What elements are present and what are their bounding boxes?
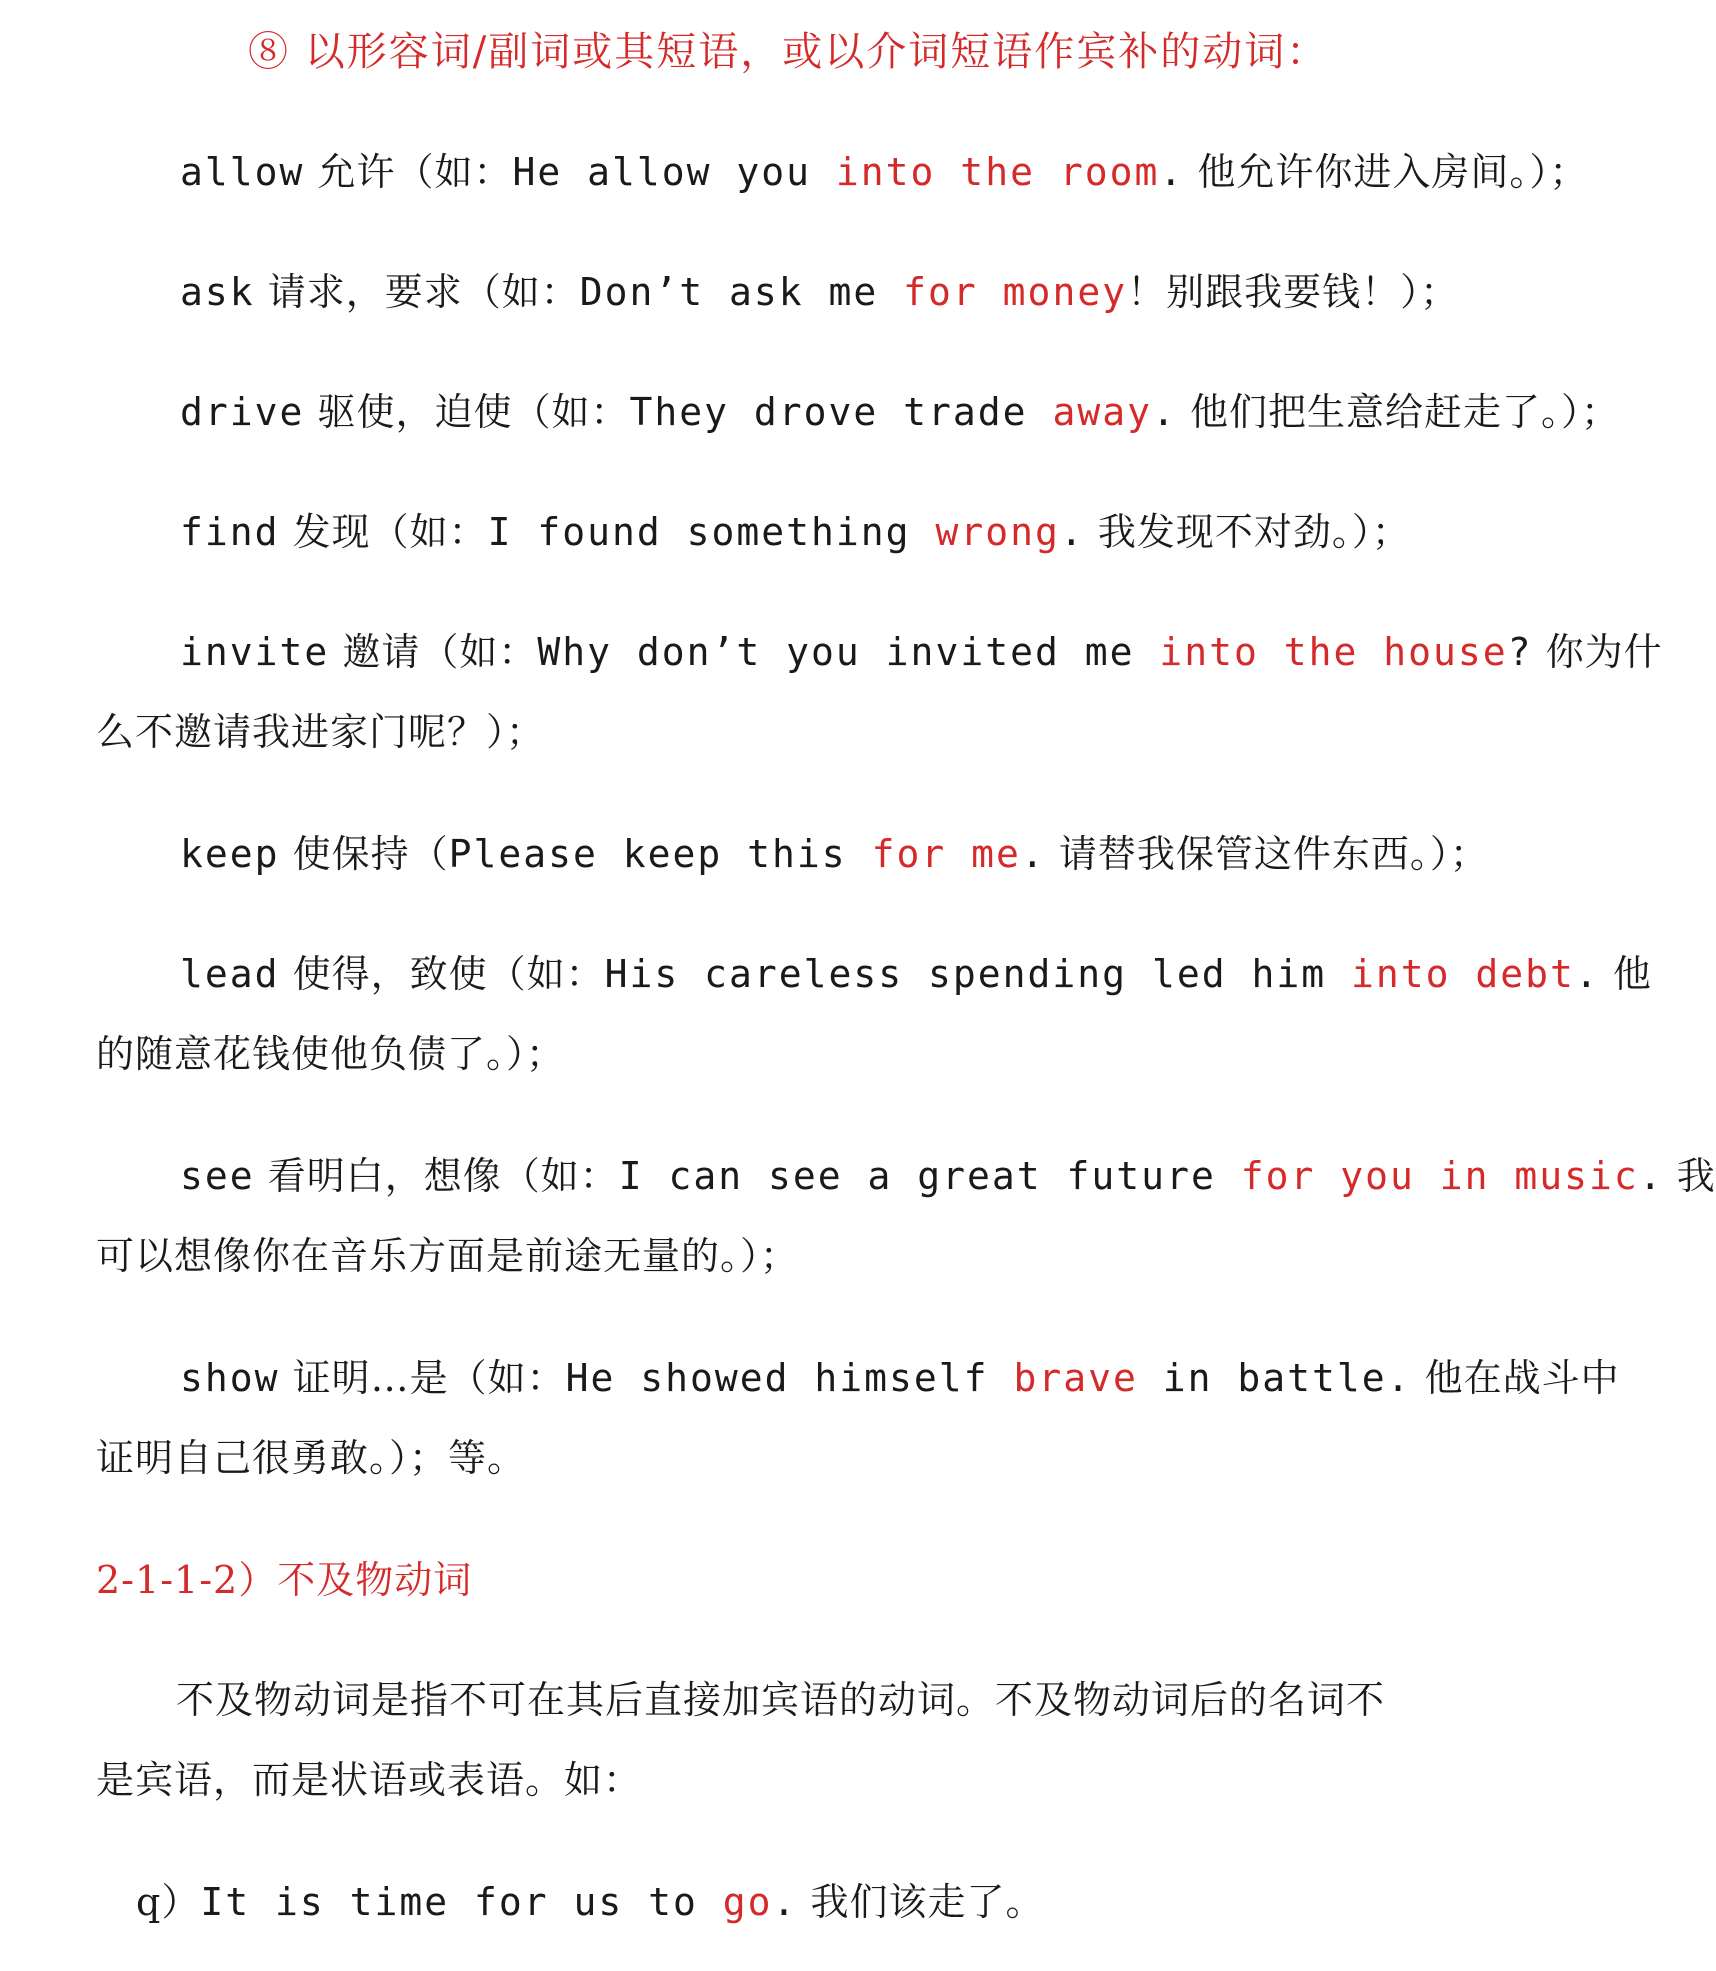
entry-translation: 他允许你进入房间。）；: [1197, 150, 1589, 194]
entry-find: [180, 508, 1411, 556]
entry-translation: 请替我保管这件东西。）；: [1058, 832, 1489, 876]
entry-translation: 你为什: [1545, 630, 1663, 674]
entry-example-end: ！: [1127, 270, 1167, 314]
entry-keep: [180, 830, 1489, 878]
entry-show-continuation: 证明自己很勇敢。）；等。: [96, 1436, 527, 1480]
entry-example-end: .: [1159, 150, 1185, 194]
entry-meaning: 看明白，想像（如：: [267, 1154, 619, 1198]
section-title: 2-1-1-2）不及物动词: [96, 1558, 473, 1602]
entry-word: ask: [180, 270, 255, 314]
page-heading: ⑧ 以形容词/副词或其短语，或以介词短语作宾补的动词：: [248, 29, 1329, 75]
entry-meaning: 使保持（: [292, 832, 449, 876]
entry-meaning: 驱使，迫使（如：: [317, 390, 630, 434]
entry-highlight: brave: [1013, 1356, 1138, 1400]
section-body-line-2: 是宾语，而是状语或表语。如：: [96, 1758, 643, 1802]
entry-highlight: into debt: [1350, 952, 1575, 996]
entry-example: He showed himself: [565, 1356, 1014, 1400]
entry-translation: 我: [1676, 1154, 1716, 1198]
entry-allow: [180, 148, 1588, 196]
entry-example-end: .: [1059, 510, 1085, 554]
entry-example: He allow you: [512, 150, 836, 194]
entry-word: allow: [180, 150, 305, 194]
entry-drive: [180, 388, 1620, 436]
entry-translation: 他在战斗中: [1424, 1356, 1620, 1400]
entry-highlight: into the house: [1159, 630, 1508, 674]
entry-example: Please keep this: [448, 832, 872, 876]
entry-highlight: into the room: [835, 150, 1160, 194]
entry-example: They drove trade: [629, 390, 1053, 434]
entry-meaning: 证明…是（如：: [292, 1356, 566, 1400]
entry-example: Don’t ask me: [579, 270, 904, 314]
entry-example-end: .: [1638, 1154, 1664, 1198]
entry-translation: 他: [1612, 952, 1652, 996]
section-example: [136, 1878, 1045, 1926]
entry-example: I found something: [487, 510, 936, 554]
entry-translation: 他们把生意给赶走了。）；: [1189, 390, 1620, 434]
example-translation: 我们该走了。: [810, 1880, 1045, 1924]
entry-word: keep: [180, 832, 280, 876]
entry-example: Why don’t you invited me: [537, 630, 1160, 674]
entry-show: [180, 1354, 1620, 1402]
entry-translation: 我发现不对劲。）；: [1097, 510, 1411, 554]
entry-example-end: .: [1574, 952, 1600, 996]
entry-meaning: 邀请（如：: [342, 630, 538, 674]
entry-highlight: for you in music: [1240, 1154, 1639, 1198]
entry-see-continuation: 可以想像你在音乐方面是前途无量的。）；: [96, 1234, 800, 1278]
entry-word: lead: [180, 952, 280, 996]
entry-highlight: away: [1052, 390, 1152, 434]
entry-highlight: wrong: [935, 510, 1060, 554]
entry-translation: 别跟我要钱！）；: [1166, 270, 1460, 314]
entry-example-end: ?: [1507, 630, 1533, 674]
entry-lead: [180, 950, 1652, 998]
entry-meaning: 发现（如：: [292, 510, 488, 554]
entry-example: I can see a great future: [618, 1154, 1241, 1198]
entry-word: see: [180, 1154, 255, 1198]
example-sentence-end: .: [772, 1880, 798, 1924]
entry-highlight: for money: [903, 270, 1128, 314]
entry-word: drive: [180, 390, 305, 434]
entry-meaning: 使得，致使（如：: [292, 952, 605, 996]
entry-example-end: .: [1020, 832, 1046, 876]
entry-lead-continuation: 的随意花钱使他负债了。）；: [96, 1032, 566, 1076]
entry-example: His careless spending led him: [604, 952, 1351, 996]
entry-ask: [180, 268, 1459, 316]
example-highlight: go: [722, 1880, 773, 1924]
example-label: q）: [136, 1880, 201, 1924]
entry-word: show: [180, 1356, 280, 1400]
entry-example-end: .: [1151, 390, 1177, 434]
entry-see: [180, 1152, 1716, 1200]
entry-word: find: [180, 510, 280, 554]
entry-invite: [180, 628, 1663, 676]
entry-highlight: for me: [871, 832, 1021, 876]
entry-invite-continuation: 么不邀请我进家门呢？）；: [96, 710, 546, 754]
entry-example-end: in battle.: [1137, 1356, 1412, 1400]
entry-word: invite: [180, 630, 330, 674]
entry-meaning: 请求，要求（如：: [267, 270, 580, 314]
section-body-line-1: 不及物动词是指不可在其后直接加宾语的动词。不及物动词后的名词不: [176, 1678, 1386, 1722]
entry-meaning: 允许（如：: [317, 150, 513, 194]
example-sentence: It is time for us to: [200, 1880, 723, 1924]
